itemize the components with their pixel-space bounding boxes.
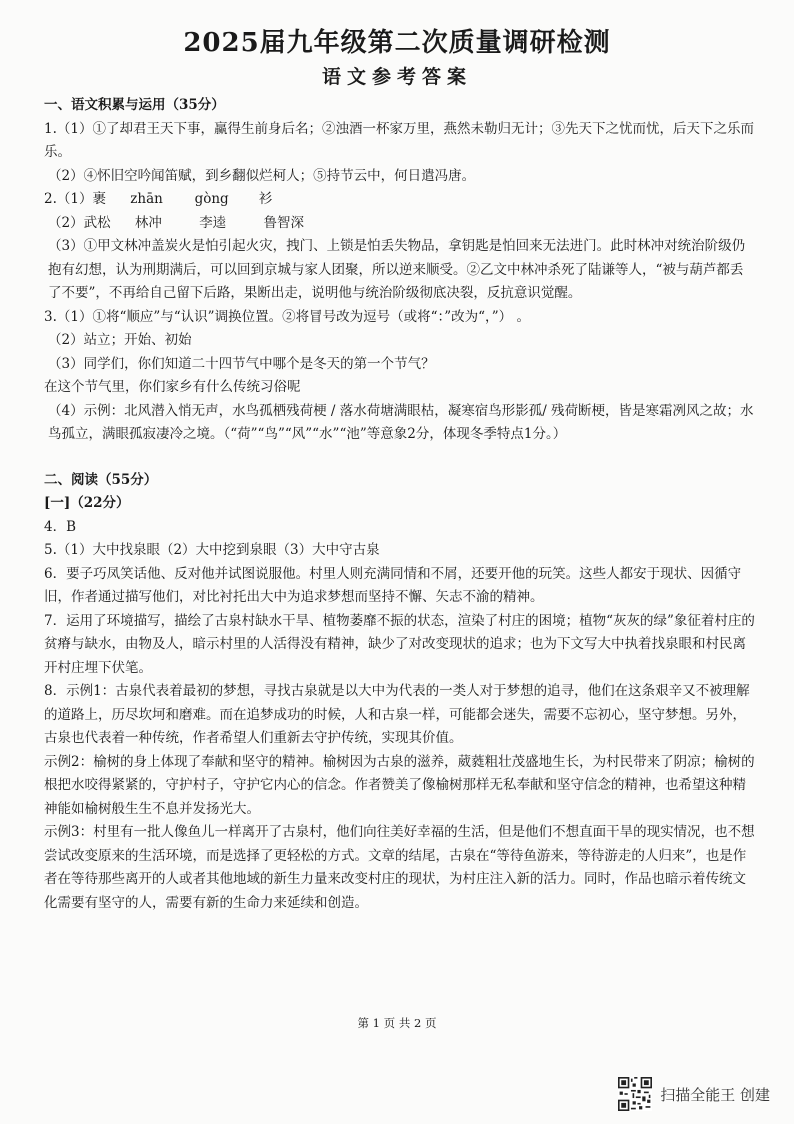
answer-5: 5.（1）大中找泉眼（2）大中挖到泉眼（3）大中守古泉 bbox=[44, 542, 380, 558]
section-heading-1: 一、语文积累与运用（35分） bbox=[44, 97, 225, 113]
section-heading-2: 二、阅读（55分） bbox=[44, 471, 158, 488]
answer-2-2: （2）武松 林冲 李逵 鲁智深 bbox=[48, 214, 304, 231]
answer-4: 4．B bbox=[44, 518, 77, 535]
scanner-watermark bbox=[618, 1076, 770, 1112]
page-title: 2025届九年级第二次质量调研检测 bbox=[183, 28, 611, 58]
answer-1-2: （2）④怀旧空吟闻笛赋，到乡翻似烂柯人；⑤持节云中，何日遣冯唐。 bbox=[48, 167, 476, 184]
answer-3-2: （2）站立；开始、初始 bbox=[48, 332, 192, 348]
answer-2-3: （3）①甲文林冲盖炭火是怕引起火灾，拽门、上锁是怕丢失物品，拿钥匙是怕回来无法进门。此时林冲对统治阶级仍抱有幻想，认为刑期满后，可以回到京城与家人团聚，所以逆来顺受。②乙文中林冲杀死了陆谦等人，“被与葫芦都丢了不要”，不再给自己留下后路，果断出走，说明他与统治阶级彻底决裂，反抗意识觉醒。 bbox=[48, 238, 746, 301]
answer-2-1: 2.（1）裹 zhān gòng 衫 bbox=[44, 191, 273, 207]
qr-code-icon bbox=[618, 1077, 652, 1111]
answer-3-3b: 在这个节气里，你们家乡有什么传统习俗呢 bbox=[44, 379, 301, 395]
scanner-watermark-text: 扫描全能王 创建 bbox=[660, 1085, 770, 1104]
answer-3-4: （4）示例：北风潜入悄无声，水鸟孤栖残荷梗 / 落水荷塘满眼枯，凝寒宿鸟形影孤/ 残荷断梗，皆是寒霜冽风之故；水鸟孤立，满眼孤寂凄冷之境。（“荷”“鸟”“风”“水”“池”等意象2分，体现冬季特点1分。） bbox=[48, 402, 754, 442]
answer-8-example-1: 8．示例1：古泉代表着最初的梦想，寻找古泉就是以大中为代表的一类人对于梦想的追寻，他们在这条艰辛又不被理解的道路上，历尽坎坷和磨难。而在追梦成功的时候，人和古泉一样，可能都会迷失，需要不忘初心，坚守梦想。另外，古泉也代表着一种传统，作者希望人们重新去守护传统，实现其价值。 bbox=[44, 683, 750, 746]
answer-6: 6．要子巧凤笑话他、反对他并试图说服他。村里人则充满同情和不屑，还要开他的玩笑。这些人都安于现状、因循守旧，作者通过描写他们，对比衬托出大中为追求梦想而坚持不懈、矢志不渝的精神。 bbox=[44, 565, 742, 605]
subsection-heading-1: [一]（22分） bbox=[44, 495, 130, 511]
answer-7: 7．运用了环境描写，描绘了古泉村缺水干旱、植物萎靡不振的状态，渲染了村庄的困境；植物“灰灰的绿”象征着村庄的贫瘠与缺水，由物及人，暗示村里的人活得没有精神，缺少了对改变现状的追求；也为下文写大中执着找泉眼和村民离开村庄埋下伏笔。 bbox=[44, 612, 755, 676]
page-subtitle: 语文参考答案 bbox=[321, 66, 472, 88]
answer-8-example-3: 示例3：村里有一批人像鱼儿一样离开了古泉村，他们向往美好幸福的生活，但是他们不想直面干旱的现实情况，也不想尝试改变原来的生活环境，而是选择了更轻松的方式。文章的结尾，古泉在“等待鱼游来，等待游走的人归来”，也是作者在等待那些离开的人或者其他地域的新生力量来改变村庄的现状，为村庄注入新的活力。同时，作品也暗示着传统文化需要有坚守的人，需要有新的生命力来延续和创造。 bbox=[44, 824, 755, 911]
answer-8-example-2: 示例2：榆树的身上体现了奉献和坚守的精神。榆树因为古泉的滋养，葳蕤粗壮茂盛地生长，为村民带来了阴凉；榆树的根把水咬得紧紧的，守护村子，守护它内心的信念。作者赞美了像榆树那样无私奉献和坚守信念的精神，也希望这种精神能如榆树般生生不息并发扬光大。 bbox=[44, 753, 755, 817]
answer-3-1: 3.（1）①将“顺应”与“认识”调换位置。②将冒号改为逗号（或将“：”改为“，”） 。 bbox=[44, 308, 530, 325]
answer-1-1: 1.（1）①了却君王天下事，赢得生前身后名；②浊酒一杯家万里，燕然未勒归无计；③先天下之忧而忧，后天下之乐而乐。 bbox=[44, 120, 754, 160]
answer-content bbox=[44, 94, 756, 915]
answer-3-3a: （3）同学们，你们知道二十四节气中哪个是冬天的第一个节气？ bbox=[48, 355, 435, 372]
page-number: 第 1 页 共 2 页 bbox=[357, 1016, 437, 1030]
